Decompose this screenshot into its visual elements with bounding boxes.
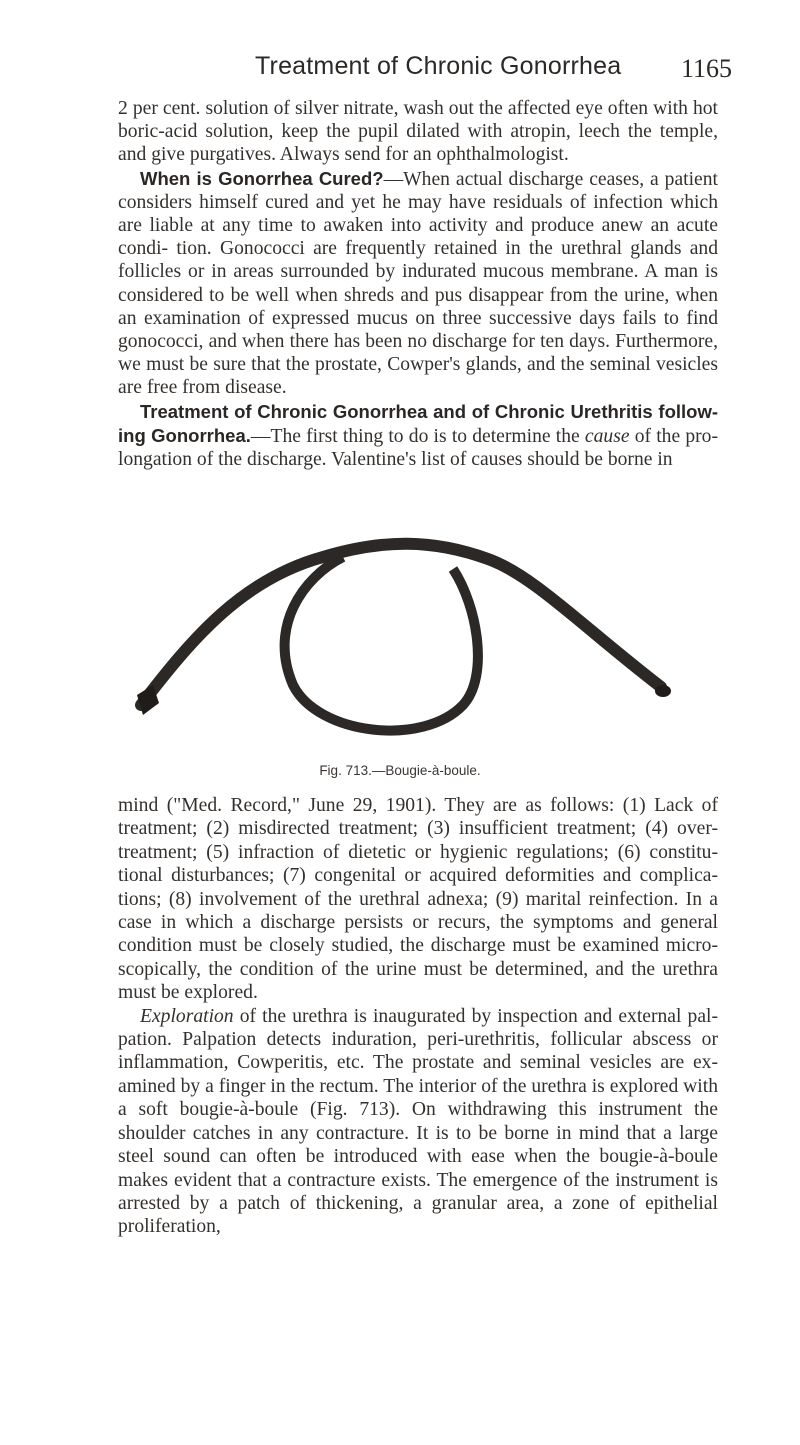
body-text-top xyxy=(118,97,718,471)
paragraph-gonorrheal-ophthalmia-treatment: 2 per cent. solution of silver nitrate, wash out the affected eye often with hot boric-acid solution, keep the pupil dilated with atropin, leech the temple, and give purgatives. Always send for an ophthalmologist. xyxy=(118,98,718,166)
paragraph-when-cured xyxy=(118,167,718,400)
figure-caption: Fig. 713.—Bougie-à-boule. xyxy=(319,763,481,778)
section-heading-when-cured: When is Gonorrhea Cured? xyxy=(140,167,384,189)
running-title: Treatment of Chronic Gonorrhea xyxy=(255,52,622,80)
emphasis-cause: cause xyxy=(584,425,630,447)
paragraph-chronic-treatment-text-b: of the pro- longation of the discharge. Valentine's list of causes should be borne in xyxy=(118,425,718,471)
bougie-a-boule-drawing xyxy=(133,517,673,747)
paragraph-exploration xyxy=(118,1005,718,1239)
paragraph-chronic-treatment-text-a: —The first thing to do is to determine the xyxy=(250,425,585,447)
body-text-bottom xyxy=(118,794,718,1239)
emphasis-exploration: Exploration xyxy=(140,1005,234,1027)
paragraph-valentine-causes: mind ("Med. Record," June 29, 1901). They are as follows: (1) Lack of treatment; (2) misdirected treatment; (3) insufficient treatment; (4) over- treatment; (5) infraction of dietetic or hygienic regulations; (6) constitu- tional disturbances; (7) congenital or acquired deformities and complica- tions; (8) involvement of the urethral adnexa; (9) marital reinfection. In a case in which a discharge persists or recurs, the symptoms and general condition must be closely studied, the discharge must be examined micro- scopically, the condition of the urine must be determined, and the urethra must be explored. xyxy=(118,795,718,1004)
bougie-olive-tip xyxy=(655,685,671,697)
page-header xyxy=(0,52,800,92)
bougie-a-boule-illustration xyxy=(133,517,673,747)
paragraph-exploration-body: of the urethra is inaugurated by inspection and external pal- pation. Palpation detects induration, peri-urethritis, follicular abscess or inflammation, Cowperitis, etc. The prostate and seminal vesicles are ex- amined by a finger in the rectum. The interior of the urethra is explored with a soft bougie-à-boule (Fig. 713). On withdrawing this instrument the shoulder catches in any contracture. It is to be borne in mind that a large steel sound can often be introduced with ease when the bougie-à-boule makes evident that a contracture exists. The emergence of the instrument is arrested by a patch of thickening, a granular area, a zone of epithelial proliferation, xyxy=(118,1005,718,1238)
paragraph-chronic-treatment xyxy=(118,400,718,472)
bougie-loop-hatching xyxy=(285,557,478,731)
bougie-shaft-hatching xyxy=(141,544,661,705)
section-heading-chronic-treatment: Treatment of Chronic Gonorrhea and of Chronic Urethritis follow- ing Gonorrhea. xyxy=(118,400,718,446)
paragraph-when-cured-body: —When actual discharge ceases, a patient considers himself cured and yet he may have residuals of infection which are liable at any time to awaken into activity and produce anew an acute condi- tion. Gonococci are frequently retained in the urethral glands and follicles or in areas surrounded by indurated mucous membrane. A man is considered to be well when shreds and pus disappear from the urine, when an examination of expressed mucus on three successive days fails to find gonococci, and when there has been no discharge for ten days. Furthermore, we must be sure that the prostate, Cowper's glands, and the seminal vesicles are free from disease. xyxy=(118,168,718,399)
page-number: 1165 xyxy=(681,54,733,83)
